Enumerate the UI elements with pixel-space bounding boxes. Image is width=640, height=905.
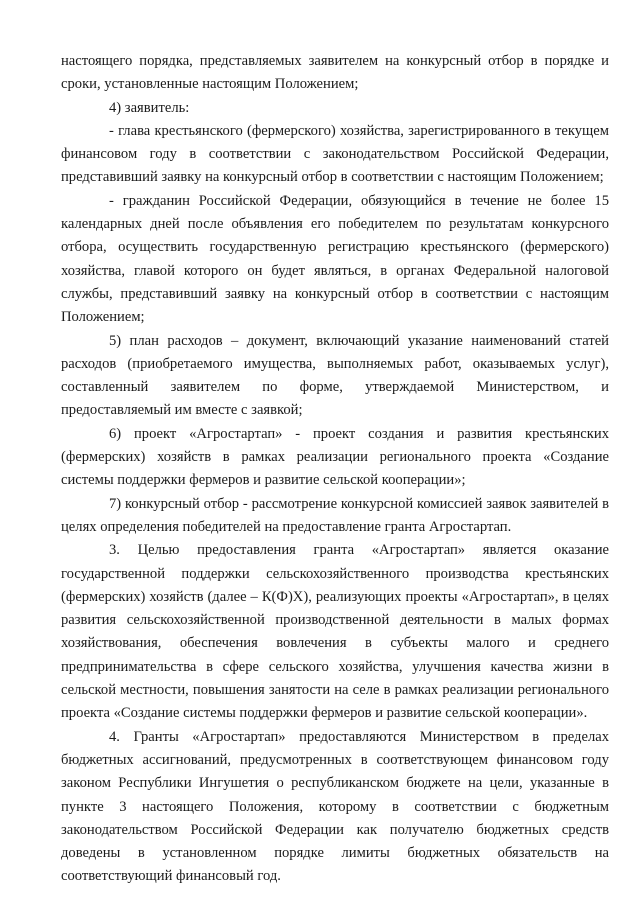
- paragraph-clause-4: 4. Гранты «Агростартап» предоставляются Министерством в пределах бюджетных ассигнований, предусмотренных в соответствующем финансовом году законом Республики Ингушетия о республиканском бюджете на цели, указанные в пункте 3 настоящего Положения, которому в соответствии с бюджетным законодательством Российской Федерации как получателю бюджетных средств доведены в установленном порядке лимиты бюджетных обязательств на соответствующий финансовый год.: [61, 728, 609, 885]
- paragraph-item-5: 5) план расходов – документ, включающий указание наименований статей расходов (приобретаемого имущества, выполняемых работ, оказываемых услуг), составленный заявителем по форме, утверждаемой Министерством, и предоставляемый им вместе с заявкой;: [61, 332, 609, 419]
- paragraph-item-4-citizen: - гражданин Российской Федерации, обязующийся в течение не более 15 календарных дней после объявления его победителем по результатам конкурсного отбора, осуществить государственную регистрацию крестьянского (фермерского) хозяйства, главой которого он будет являться, в органах Федеральной налоговой службы, представивший заявку на конкурсный отбор в соответствии с настоящим Положением;: [61, 192, 609, 326]
- paragraph-item-4-heading: 4) заявитель:: [109, 99, 190, 116]
- paragraph-item-7: 7) конкурсный отбор - рассмотрение конкурсной комиссией заявок заявителей в целях определения победителей на предоставление гранта Агростартап.: [61, 495, 609, 535]
- paragraph-clause-3: 3. Целью предоставления гранта «Агростартап» является оказание государственной поддержки сельскохозяйственного производства крестьянских (фермерских) хозяйств (далее – К(Ф)Х), реализующих проекты «Агростартап», в целях развития сельскохозяйственной производственной деятельности в малых формах хозяйствования, обеспечения вовлечения в субъекты малого и среднего предпринимательства в сфере сельского хозяйства, улучшения качества жизни в сельской местности, повышения занятости на селе в рамках реализации регионального проекта «Создание системы поддержки фермеров и развитие сельской кооперации».: [61, 542, 609, 722]
- paragraph-continuation: настоящего порядка, представляемых заявителем на конкурсный отбор в порядке и сроки, установленные настоящим Положением;: [61, 53, 609, 93]
- paragraph-item-6: 6) проект «Агростартап» - проект создания и развития крестьянских (фермерских) хозяйств в рамках реализации регионального проекта «Создание системы поддержки фермеров и развитие сельской кооперации»;: [61, 425, 609, 489]
- paragraph-item-4-farm-head: - глава крестьянского (фермерского) хозяйства, зарегистрированного в текущем финансовом году в соответствии с законодательством Российской Федерации, представивший заявку на конкурсный отбор в соответствии с настоящим Положением;: [61, 122, 609, 186]
- document-page: [61, 50, 609, 889]
